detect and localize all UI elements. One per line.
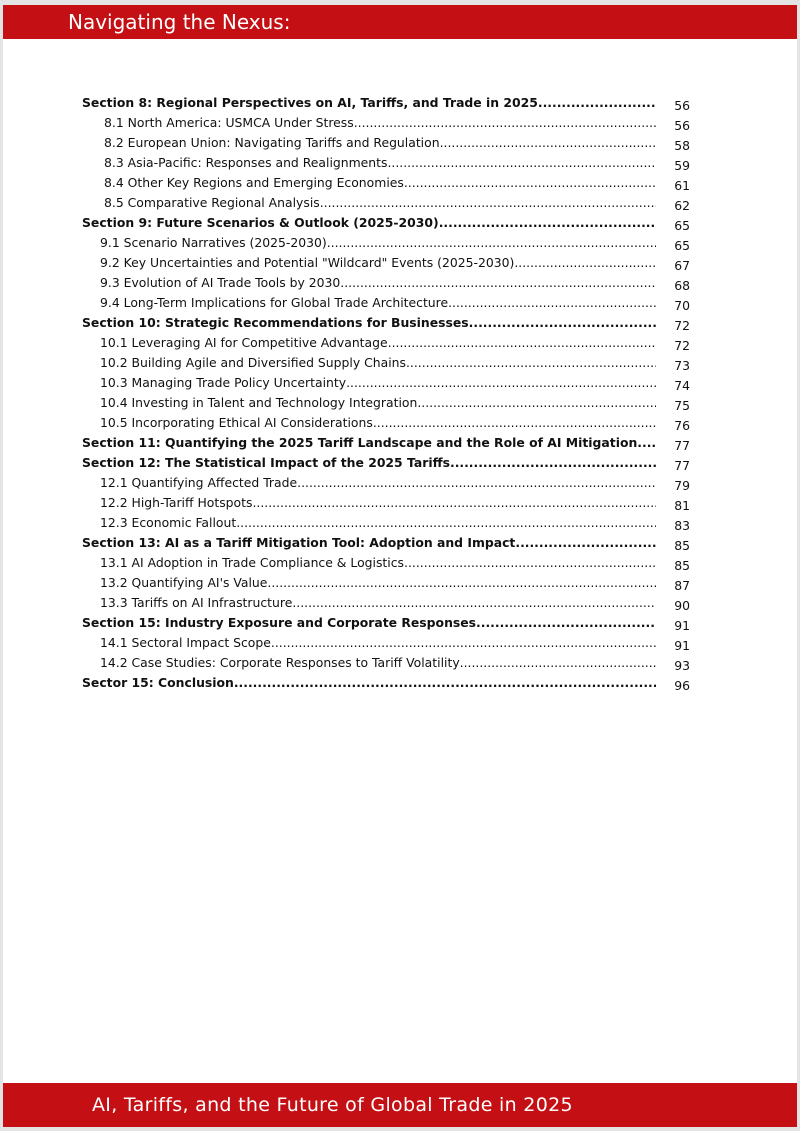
toc-entry-text <box>82 154 656 171</box>
toc-page-number: 65 <box>674 238 690 253</box>
toc-subsection-entry[interactable] <box>82 334 690 354</box>
dot-leader <box>252 494 656 511</box>
toc-page-number: 56 <box>674 98 690 113</box>
toc-page-number: 85 <box>674 558 690 573</box>
toc-subsection-entry[interactable] <box>82 474 690 494</box>
footer-bar <box>3 1083 797 1127</box>
toc-entry-text <box>82 254 656 271</box>
toc-page-number: 91 <box>674 638 690 653</box>
dot-leader <box>439 214 656 231</box>
toc-entry-text <box>82 674 656 691</box>
toc-subsection-entry[interactable] <box>82 414 690 434</box>
toc-page-number: 65 <box>674 218 690 233</box>
toc-page-number: 61 <box>674 178 690 193</box>
toc-entry-text <box>82 214 656 231</box>
toc-entry-text <box>82 434 656 451</box>
toc-subsection-entry[interactable] <box>82 594 690 614</box>
toc-page-number: 96 <box>674 678 690 693</box>
toc-page-number: 73 <box>674 358 690 373</box>
toc-page-number: 58 <box>674 138 690 153</box>
toc-entry-title: Section 8: Regional Perspectives on AI, Tariffs, and Trade in 2025 <box>82 95 538 110</box>
toc-entry-text <box>82 274 656 291</box>
toc-subsection-entry[interactable] <box>82 274 690 294</box>
toc-page-number: 72 <box>674 318 690 333</box>
footer-text: AI, Tariffs, and the Future of Global Trade in 2025 <box>92 1094 573 1116</box>
toc-subsection-entry[interactable] <box>82 294 690 314</box>
toc-page-number: 59 <box>674 158 690 173</box>
toc-entry-title: Section 12: The Statistical Impact of the 2025 Tariffs <box>82 455 450 470</box>
toc-page-number: 68 <box>674 278 690 293</box>
toc-entry-text <box>82 514 656 531</box>
toc-page-number: 83 <box>674 518 690 533</box>
toc-subsection-entry[interactable] <box>82 154 690 174</box>
toc-subsection-entry[interactable] <box>82 654 690 674</box>
toc-subsection-entry[interactable] <box>82 254 690 274</box>
toc-entry-text <box>82 94 656 111</box>
dot-leader <box>387 154 656 171</box>
toc-subsection-entry[interactable] <box>82 574 690 594</box>
toc-section-entry[interactable] <box>82 534 690 554</box>
toc-page-number: 77 <box>674 458 690 473</box>
dot-leader <box>340 274 656 291</box>
dot-leader <box>346 374 656 391</box>
toc-page-number: 75 <box>674 398 690 413</box>
toc-entry-title: 12.1 Quantifying Affected Trade <box>100 475 298 490</box>
dot-leader <box>373 414 656 431</box>
toc-page-number: 85 <box>674 538 690 553</box>
dot-leader <box>320 194 656 211</box>
toc-page-number: 93 <box>674 658 690 673</box>
toc-subsection-entry[interactable] <box>82 174 690 194</box>
dot-leader <box>234 674 656 691</box>
toc-entry-text <box>82 494 656 511</box>
toc-subsection-entry[interactable] <box>82 234 690 254</box>
dot-leader <box>404 174 656 191</box>
toc-entry-title: 13.1 AI Adoption in Trade Compliance & Logistics <box>100 555 405 570</box>
dot-leader <box>354 114 656 131</box>
toc-page-number: 77 <box>674 438 690 453</box>
toc-page-number: 76 <box>674 418 690 433</box>
toc-entry-text <box>82 394 656 411</box>
toc-subsection-entry[interactable] <box>82 134 690 154</box>
toc-entry-text <box>82 454 656 471</box>
dot-leader <box>297 474 656 491</box>
toc-entry-text <box>82 234 656 251</box>
dot-leader <box>538 94 656 111</box>
toc-entry-title: 12.3 Economic Fallout <box>100 515 237 530</box>
toc-entry-text <box>82 554 656 571</box>
toc-page-number: 74 <box>674 378 690 393</box>
dot-leader <box>460 654 656 671</box>
toc-entry-title: Section 13: AI as a Tariff Mitigation Tool: Adoption and Impact <box>82 535 516 550</box>
toc-entry-text <box>82 614 656 631</box>
dot-leader <box>515 534 656 551</box>
toc-entry-title: 9.1 Scenario Narratives (2025-2030) <box>100 235 327 250</box>
dot-leader <box>514 254 656 271</box>
toc-entry-text <box>82 594 656 611</box>
toc-subsection-entry[interactable] <box>82 374 690 394</box>
toc-section-entry[interactable] <box>82 614 690 634</box>
dot-leader <box>417 394 656 411</box>
toc-subsection-entry[interactable] <box>82 634 690 654</box>
toc-section-entry[interactable] <box>82 314 690 334</box>
toc-entry-title: Section 10: Strategic Recommendations for Businesses <box>82 315 469 330</box>
toc-entry-title: 8.5 Comparative Regional Analysis <box>104 195 320 210</box>
toc-entry-title: 9.3 Evolution of AI Trade Tools by 2030 <box>100 275 341 290</box>
toc-entry-text <box>82 294 656 311</box>
toc-page-number: 90 <box>674 598 690 613</box>
toc-entry-text <box>82 374 656 391</box>
toc-entry-text <box>82 534 656 551</box>
dot-leader <box>271 634 656 651</box>
toc-section-entry[interactable] <box>82 214 690 234</box>
toc-section-entry[interactable] <box>82 674 690 694</box>
toc-entry-text <box>82 414 656 431</box>
table-of-contents <box>82 94 690 694</box>
dot-leader <box>404 554 656 571</box>
toc-entry-text <box>82 174 656 191</box>
dot-leader <box>292 594 656 611</box>
toc-entry-text <box>82 134 656 151</box>
dot-leader <box>440 134 656 151</box>
toc-entry-text <box>82 334 656 351</box>
header-bar <box>3 5 797 39</box>
toc-entry-title: 8.3 Asia-Pacific: Responses and Realignments <box>104 155 388 170</box>
toc-subsection-entry[interactable] <box>82 554 690 574</box>
toc-entry-text <box>82 654 656 671</box>
dot-leader <box>637 434 656 451</box>
toc-page-number: 56 <box>674 118 690 133</box>
toc-page-number: 67 <box>674 258 690 273</box>
document-page <box>3 5 797 1127</box>
toc-entry-title: 10.4 Investing in Talent and Technology Integration <box>100 395 418 410</box>
toc-entry-title: 8.2 European Union: Navigating Tariffs and Regulation <box>104 135 440 150</box>
toc-subsection-entry[interactable] <box>82 194 690 214</box>
toc-page-number: 62 <box>674 198 690 213</box>
dot-leader <box>476 614 656 631</box>
dot-leader <box>236 514 656 531</box>
toc-section-entry[interactable] <box>82 434 690 454</box>
toc-entry-title: 8.4 Other Key Regions and Emerging Economies <box>104 175 404 190</box>
toc-entry-text <box>82 314 656 331</box>
dot-leader <box>406 354 656 371</box>
toc-entry-title: 14.2 Case Studies: Corporate Responses to Tariff Volatility <box>100 655 460 670</box>
dot-leader <box>448 294 656 311</box>
toc-entry-title: Sector 15: Conclusion <box>82 675 234 690</box>
toc-entry-text <box>82 194 656 211</box>
dot-leader <box>267 574 656 591</box>
toc-page-number: 70 <box>674 298 690 313</box>
toc-page-number: 79 <box>674 478 690 493</box>
dot-leader <box>327 234 656 251</box>
toc-entry-text <box>82 474 656 491</box>
toc-entry-title: 9.4 Long-Term Implications for Global Trade Architecture <box>100 295 449 310</box>
toc-section-entry[interactable] <box>82 94 690 114</box>
toc-subsection-entry[interactable] <box>82 494 690 514</box>
toc-entry-title: 12.2 High-Tariff Hotspots <box>100 495 253 510</box>
toc-entry-title: 9.2 Key Uncertainties and Potential "Wildcard" Events (2025-2030) <box>100 255 515 270</box>
toc-entry-title: 10.3 Managing Trade Policy Uncertainty <box>100 375 347 390</box>
toc-subsection-entry[interactable] <box>82 354 690 374</box>
toc-subsection-entry[interactable] <box>82 394 690 414</box>
toc-entry-title: Section 15: Industry Exposure and Corporate Responses <box>82 615 477 630</box>
toc-entry-text <box>82 114 656 131</box>
toc-entry-text <box>82 354 656 371</box>
header-title: Navigating the Nexus: <box>68 10 291 34</box>
toc-page-number: 81 <box>674 498 690 513</box>
toc-entry-title: 10.2 Building Agile and Diversified Supply Chains <box>100 355 406 370</box>
toc-entry-title: Section 11: Quantifying the 2025 Tariff Landscape and the Role of AI Mitigation <box>82 435 638 450</box>
dot-leader <box>450 454 656 471</box>
toc-entry-text <box>82 574 656 591</box>
toc-entry-title: 13.2 Quantifying AI's Value <box>100 575 268 590</box>
toc-entry-title: 13.3 Tariffs on AI Infrastructure <box>100 595 293 610</box>
toc-section-entry[interactable] <box>82 454 690 474</box>
toc-page-number: 91 <box>674 618 690 633</box>
toc-entry-title: 8.1 North America: USMCA Under Stress <box>104 115 354 130</box>
toc-entry-title: 10.5 Incorporating Ethical AI Considerations <box>100 415 373 430</box>
toc-entry-title: 10.1 Leveraging AI for Competitive Advantage <box>100 335 388 350</box>
toc-page-number: 87 <box>674 578 690 593</box>
toc-entry-text <box>82 634 656 651</box>
toc-subsection-entry[interactable] <box>82 114 690 134</box>
dot-leader <box>469 314 656 331</box>
toc-page-number: 72 <box>674 338 690 353</box>
toc-entry-title: 14.1 Sectoral Impact Scope <box>100 635 271 650</box>
toc-subsection-entry[interactable] <box>82 514 690 534</box>
toc-entry-title: Section 9: Future Scenarios & Outlook (2025-2030) <box>82 215 439 230</box>
dot-leader <box>388 334 656 351</box>
